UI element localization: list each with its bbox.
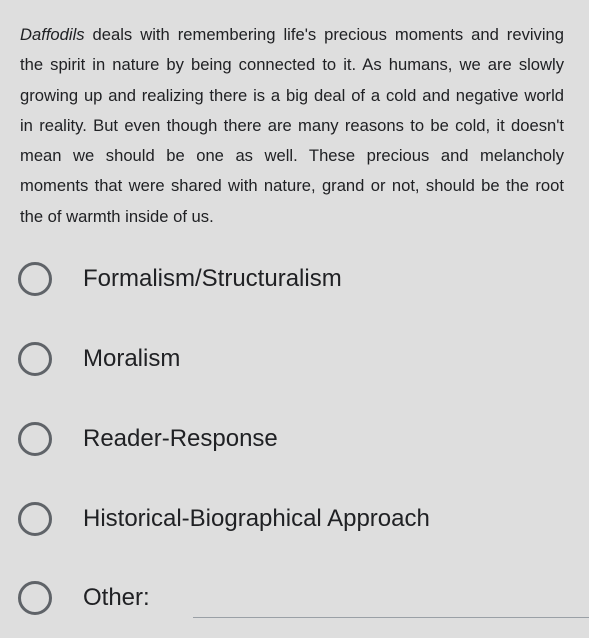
- radio-button-icon[interactable]: [18, 581, 52, 615]
- passage-body: deals with remembering life's precious moments and reviving the spirit in nature by being connected to it. As humans, we are slowly growing up and realizing there is a big deal of a cold and negative world in reality. But even though there are many reasons to be cold, it doesn't mean we should be one as well. These precious and melancholy moments that were shared with nature, grand or not, should be the root the of warmth inside of us.: [20, 25, 564, 226]
- option-reader-response[interactable]: [18, 418, 278, 460]
- option-label: Moralism: [83, 345, 181, 372]
- radio-button-icon[interactable]: [18, 262, 52, 296]
- option-moralism[interactable]: [18, 338, 180, 380]
- option-label: Historical-Biographical Approach: [83, 505, 430, 532]
- option-formalism-structuralism[interactable]: [18, 258, 342, 300]
- option-label: Reader-Response: [83, 425, 278, 452]
- option-label: Other:: [83, 584, 150, 611]
- other-text-field[interactable]: [193, 590, 589, 618]
- passage-title-word: Daffodils: [20, 25, 85, 44]
- option-other[interactable]: [18, 577, 150, 619]
- option-historical-biographical[interactable]: [18, 498, 430, 540]
- passage-text: [20, 20, 564, 232]
- radio-button-icon[interactable]: [18, 502, 52, 536]
- radio-button-icon[interactable]: [18, 342, 52, 376]
- option-label: Formalism/Structuralism: [83, 265, 342, 292]
- radio-button-icon[interactable]: [18, 422, 52, 456]
